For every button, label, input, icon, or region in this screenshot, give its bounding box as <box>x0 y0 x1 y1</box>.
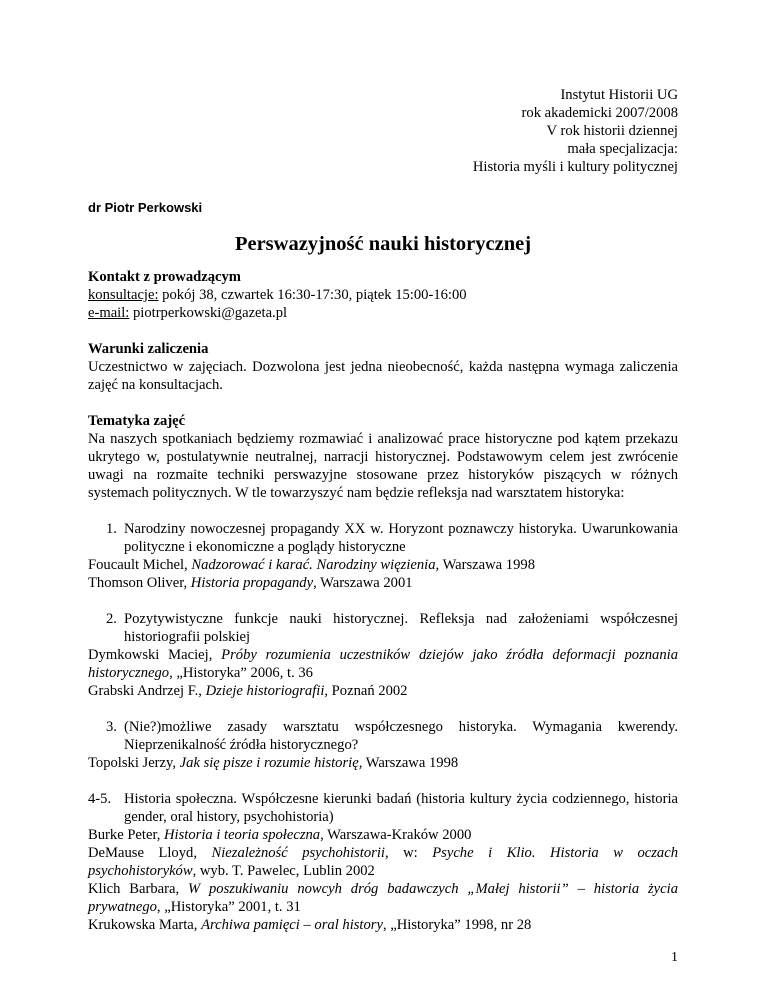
document-body <box>88 268 678 934</box>
topics-heading: Tematyka zajęć <box>88 413 186 429</box>
bib-author: Dymkowski Maciej, <box>88 647 222 663</box>
page-number: 1 <box>671 950 678 965</box>
bib-author: Klich Barbara, <box>88 881 188 897</box>
topic-text: Historia społeczna. Współczesne kierunki badań (historia kultury życia codziennego, historia gender, oral history, psychohistoria) <box>124 791 678 825</box>
bib-rest: , Poznań 2002 <box>324 683 408 699</box>
bib-rest-collection: , wyb. T. Pawelec, Lublin 2002 <box>192 863 375 879</box>
topics-intro: Na naszych spotkaniach będziemy rozmawiać i analizować prace historyczne pod kątem przekazu ukrytego w, postulatywnie neutralnej, narracji historycznej. Podstawowym celem jest zwrócenie uwagi na rozmaite techniki perswazyjne stosowane przez historyków piszących w różnych systemach politycznych. W tle towarzyszyć nam będzie refleksja nad warsztatem historyka: <box>88 431 678 501</box>
contact-section <box>88 268 678 322</box>
contact-heading: Kontakt z prowadzącym <box>88 269 241 285</box>
topic-text: Narodziny nowoczesnej propagandy XX w. Horyzont poznawczy historyka. Uwarunkowania polityczne i ekonomiczne a poglądy historyczne <box>124 521 678 555</box>
bib-author: Grabski Andrzej F., <box>88 683 206 699</box>
topic-item <box>88 718 678 754</box>
bib-title: Archiwa pamięci – oral history <box>201 917 383 933</box>
bibliography-entry <box>88 682 678 700</box>
topic-item <box>88 520 678 556</box>
bib-rest: , Warszawa 1998 <box>435 557 535 573</box>
bib-title: Próby rozumienia uczestników dziejów jako źródła deformacji poznania historycznego <box>88 647 678 681</box>
bib-title: Jak się pisze i rozumie historię, <box>179 755 363 771</box>
document-title: Perswazyjność nauki historycznej <box>234 233 532 255</box>
topics-section <box>88 412 678 502</box>
bib-rest: , Warszawa-Kraków 2000 <box>320 827 472 843</box>
bibliography-entry <box>88 574 678 592</box>
bib-rest: , „Historyka” 2001, t. 31 <box>156 899 301 915</box>
email-address[interactable]: piotrperkowski@gazeta.pl <box>129 305 288 321</box>
bib-rest: Warszawa 1998 <box>362 755 459 771</box>
bib-title-collection: Psyche i Klio. Historia w oczach psychohistoryków <box>88 845 678 879</box>
topic-item <box>88 790 678 826</box>
topic-number: 1. <box>106 521 117 537</box>
consultation-line <box>88 286 678 304</box>
bibliography-entry <box>88 646 678 682</box>
header-specialization: mała specjalizacja: <box>567 141 678 157</box>
topic-item <box>88 610 678 646</box>
topic-number: 4-5. <box>88 791 112 807</box>
bib-title: W poszukiwaniu nowcyh dróg badawczych „Małej historii” – historia życia prywatnego <box>88 881 678 915</box>
bib-rest: , „Historyka” 2006, t. 36 <box>169 665 313 681</box>
consultation-label: konsultacje: <box>88 287 159 303</box>
bib-rest: , „Historyka” 1998, nr 28 <box>382 917 532 933</box>
bib-title: Historia i teoria społeczna <box>164 827 321 843</box>
topic-number: 3. <box>106 719 117 735</box>
header-year: rok akademicki 2007/2008 <box>521 105 678 121</box>
bib-author: Foucault Michel, <box>88 557 192 573</box>
header-subject: Historia myśli i kultury politycznej <box>472 159 678 175</box>
bib-author: DeMause Lloyd, <box>88 845 212 861</box>
consultation-text: pokój 38, czwartek 16:30-17:30, piątek 15:00-16:00 <box>158 287 467 303</box>
bib-title: Nadzorować i karać. Narodziny więzienia <box>191 557 436 573</box>
bib-author: Topolski Jerzy, <box>88 755 180 771</box>
bibliography-entry <box>88 916 678 934</box>
conditions-heading: Warunki zaliczenia <box>88 341 209 357</box>
bib-title: Niezależność psychohistorii <box>211 845 385 861</box>
bib-rest: , w: <box>384 845 433 861</box>
header-block <box>473 86 678 176</box>
topic-number: 2. <box>106 611 117 627</box>
bib-rest: , Warszawa 2001 <box>313 575 413 591</box>
conditions-text: Uczestnictwo w zajęciach. Dozwolona jest jedna nieobecność, każda następna wymaga zaliczenia zajęć na konsultacjach. <box>88 359 678 393</box>
bibliography-entry <box>88 844 678 880</box>
bib-author: Thomson Oliver, <box>88 575 191 591</box>
bibliography-entry <box>88 880 678 916</box>
bib-title: Historia propagandy <box>190 575 314 591</box>
bib-title: Dzieje historiografii <box>205 683 325 699</box>
topic-text: Pozytywistyczne funkcje nauki historycznej. Refleksja nad założeniami współczesnej historiografii polskiej <box>124 611 678 645</box>
topic-text: (Nie?)możliwe zasady warsztatu współczesnego historyka. Wymagania kwerendy. Nieprzenikalność źródła historycznego? <box>124 719 678 753</box>
bibliography-entry <box>88 754 678 772</box>
bibliography-entry <box>88 826 678 844</box>
conditions-section <box>88 340 678 394</box>
email-line <box>88 304 678 322</box>
email-label: e-mail: <box>88 305 130 321</box>
header-institute: Instytut Historii UG <box>560 87 678 103</box>
bib-author: Krukowska Marta, <box>88 917 202 933</box>
bib-author: Burke Peter, <box>88 827 165 843</box>
author-name: dr Piotr Perkowski <box>88 200 203 215</box>
header-course: V rok historii dziennej <box>546 123 678 139</box>
bibliography-entry <box>88 556 678 574</box>
